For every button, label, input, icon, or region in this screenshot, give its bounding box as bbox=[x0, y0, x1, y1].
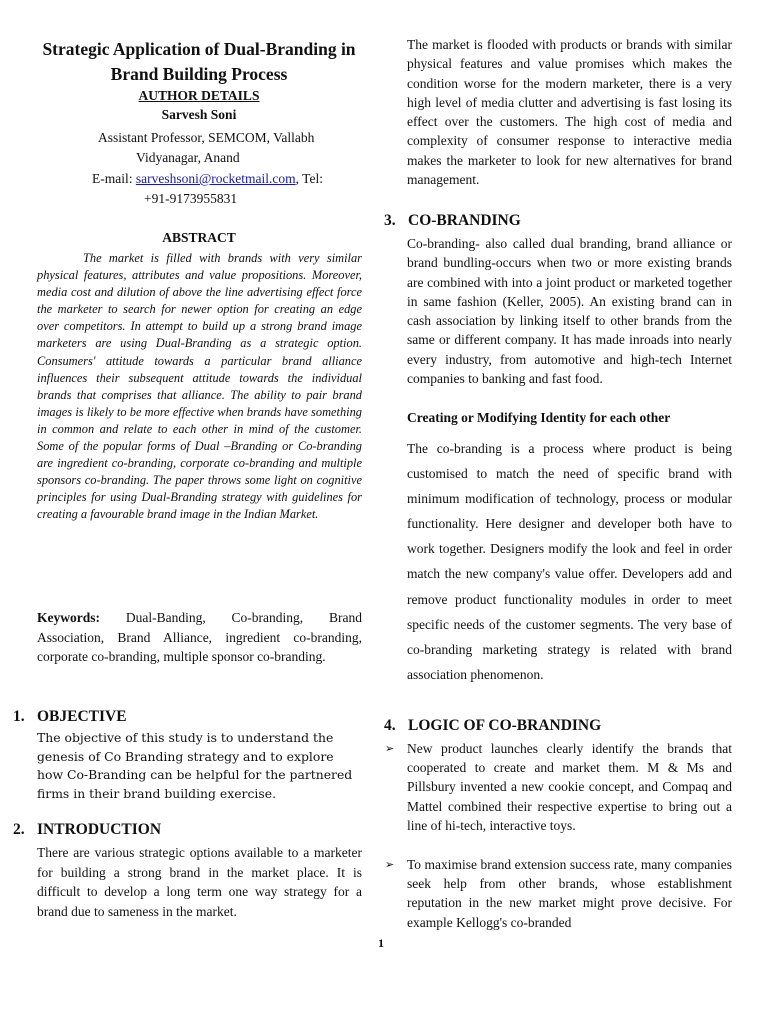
page-number: 1 bbox=[378, 936, 384, 950]
author-details-heading: AUTHOR DETAILS bbox=[138, 88, 260, 103]
author-affiliation-line2: Vidyanagar, Anand bbox=[136, 150, 240, 165]
logic-bullet bbox=[385, 855, 732, 932]
arrow-bullet-icon: ➢ bbox=[385, 858, 395, 871]
abstract-text: The market is filled with brands with very similar physical features, attributes and value propositions. Moreover, media cost and dilution of above the line advertising effect force the marketer to search for newer option for creating an edge over competitors. In attempt to build up a strong brand image marketers are using Dual-Branding as a strategic option. Consumers' attitude towards a particular brand alliance influences their subsequent attitude towards the individual brands that comprises that alliance. The ability to pair brand images is likely to be more effective when brands have something in common and relate to each other in mind of the customer. Some of the popular forms of Dual –Branding or Co-branding are ingredient co-branding, corporate co-branding and multiple sponsors co-branding. The paper throws some light on cognitive principles for using Dual-Branding strategy with guidelines for creating a favourable brand image in the Indian Market. bbox=[37, 251, 362, 522]
author-telephone: +91-9173955831 bbox=[144, 191, 238, 206]
introduction-text: There are various strategic options available to a marketer for building a strong brand in the market place. It is difficult to develop a long term one way strategy for a brand due to sameness in the market. bbox=[37, 845, 362, 919]
logic-bullet-text: New product launches clearly identify the brands that cooperated to create and market them. M & Ms and Pillsbury invented a new cookie concept, and Compaq and Mattel combined their respective expertise to bring out a line of hi-tech, interactive toys. bbox=[407, 741, 732, 833]
paper-title: Strategic Application of Dual-Branding in Brand Building Process bbox=[42, 39, 356, 84]
author-contact bbox=[92, 169, 323, 189]
keywords-label: Keywords: bbox=[37, 610, 100, 625]
arrow-bullet-icon: ➢ bbox=[385, 742, 395, 755]
cobranding-text: Co-branding- also called dual branding, brand alliance or brand bundling-occurs when two or more existing brands are combined with into a joint product or marketed together in same fashion (Keller, 2005). An existing brand can in cash association by linking itself to other brands from the same or different company. It has made inroads into nearly every industry, from automotive and high-tech Internet companies to banking and fast food. bbox=[407, 236, 732, 387]
section-title: INTRODUCTION bbox=[37, 821, 162, 838]
section-number: 2. bbox=[13, 821, 25, 838]
objective-text: The objective of this study is to understand the genesis of Co Branding strategy and to explore how Co-Branding can be helpful for the partnered firms in their brand building exercise. bbox=[37, 730, 353, 801]
introduction-continued-text: The market is flooded with products or brands with similar physical features and value promises which makes the condition worse for the modern marketer, there is a very high level of media clutter and advertising is fast losing its effect over the customers. The high cost of media and complexity of consumer response to interactive media makes the marketer to look for new alternatives for brand management. bbox=[407, 37, 732, 188]
section-introduction-heading bbox=[13, 820, 161, 840]
section-logic-heading bbox=[384, 716, 601, 736]
section-number: 3. bbox=[384, 212, 396, 229]
keywords-text: Dual-Banding, Co-branding, Brand Association, Brand Alliance, ingredient co-branding, corporate co-branding, multiple sponsor co-branding. bbox=[37, 610, 362, 664]
author-name: Sarvesh Soni bbox=[161, 107, 237, 122]
author-affiliation-line1: Assistant Professor, SEMCOM, Vallabh bbox=[98, 130, 315, 145]
tel-label: , Tel: bbox=[295, 171, 323, 186]
section-cobranding-heading bbox=[384, 211, 521, 231]
cobranding-subheading: Creating or Modifying Identity for each other bbox=[407, 410, 671, 425]
email-label: E-mail: bbox=[92, 171, 136, 186]
section-title: LOGIC OF CO-BRANDING bbox=[408, 717, 602, 734]
section-number: 4. bbox=[384, 717, 396, 734]
keywords bbox=[37, 608, 362, 667]
section-title: CO-BRANDING bbox=[408, 212, 521, 229]
logic-bullet bbox=[385, 739, 732, 835]
abstract-heading: ABSTRACT bbox=[162, 230, 236, 245]
section-number: 1. bbox=[13, 708, 25, 725]
section-title: OBJECTIVE bbox=[37, 708, 127, 725]
section-objective-heading bbox=[13, 707, 127, 727]
logic-bullet-text: To maximise brand extension success rate, many companies seek help from other brands, whose establishment reputation in the new market might prove decisive. For example Kellogg's co-branded bbox=[407, 857, 732, 930]
email-link[interactable]: sarveshsoni@rocketmail.com bbox=[135, 171, 296, 186]
cobranding-subtext: The co-branding is a process where product is being customised to match the need of specific brand with minimum modification of technology, process or modular functionality. Here designer and developer both have to work together. Designers modify the look and feel in order match the new company's value offer. Developers add and remove product functionality modules in order to meet specific needs of the customer segments. The very base of co-branding marketing strategy is related with brand association phenomenon. bbox=[407, 441, 732, 682]
